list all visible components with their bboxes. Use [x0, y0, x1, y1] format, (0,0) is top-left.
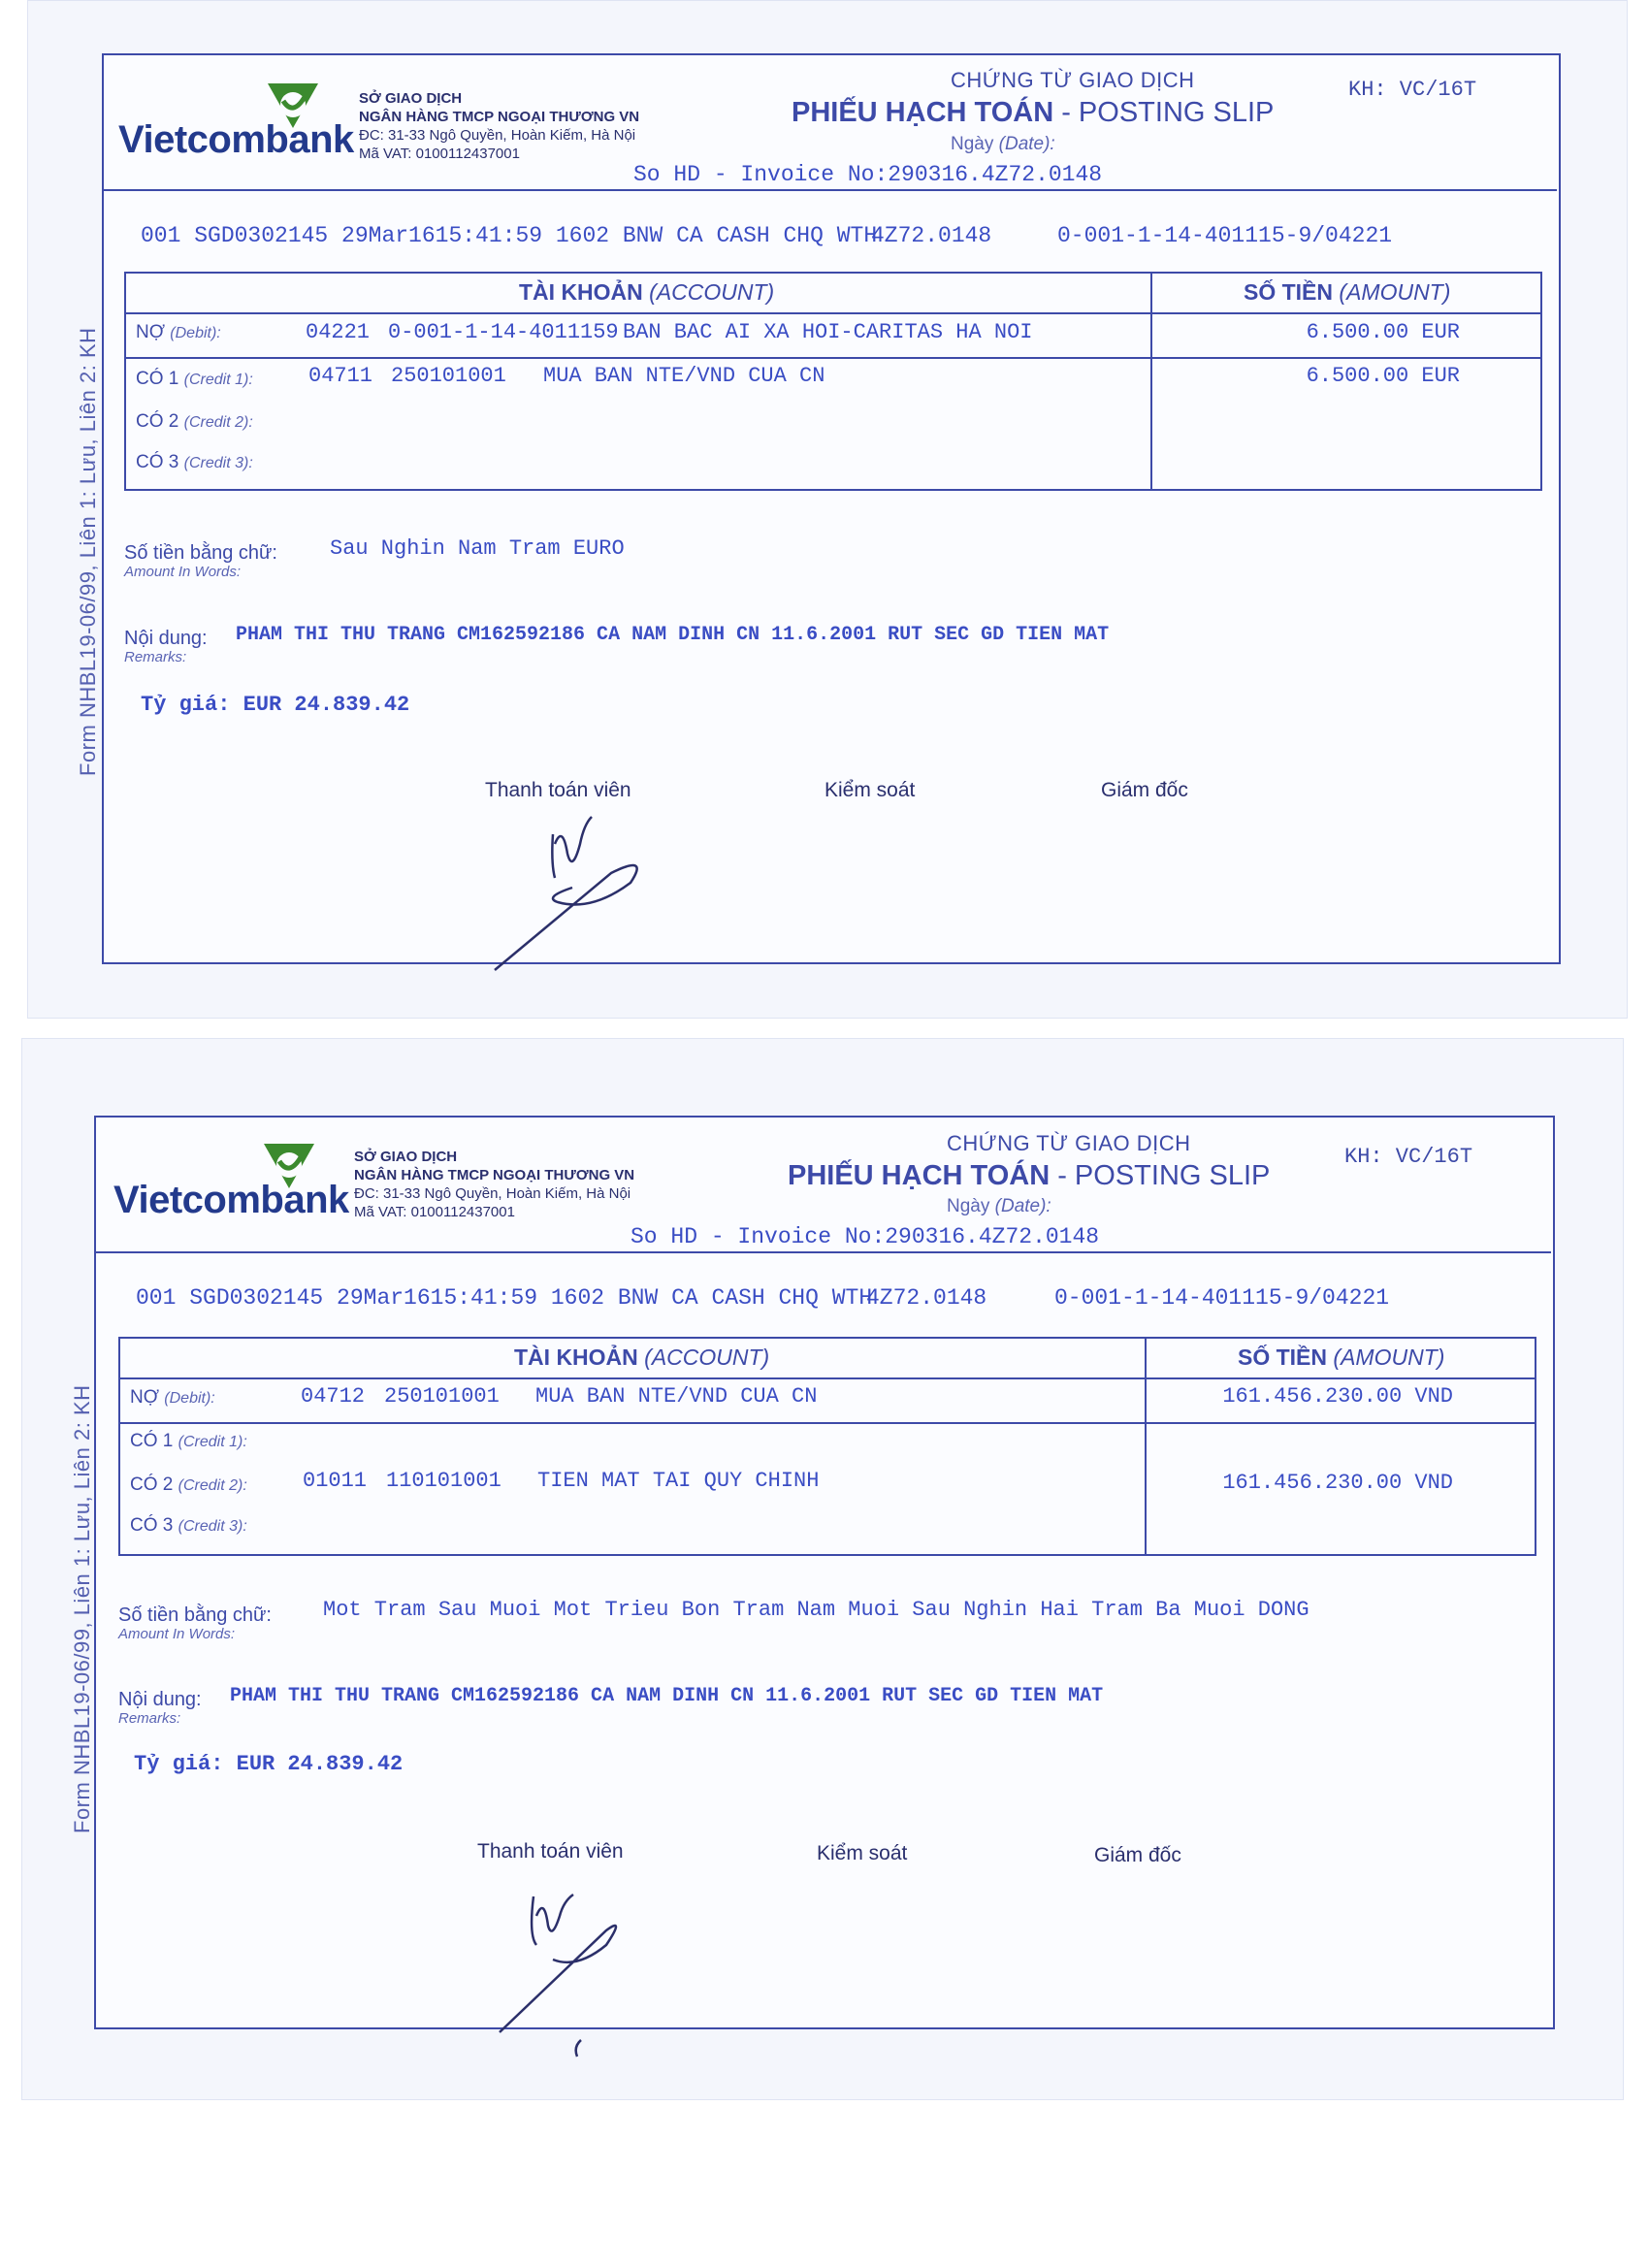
- bank-address: ĐC: 31-33 Ngô Quyền, Hoàn Kiếm, Hà Nội: [359, 127, 636, 144]
- debit-account: 0-001-1-14-4011159: [388, 320, 619, 344]
- table-row-line: [124, 357, 1540, 359]
- bank-info: [359, 89, 639, 163]
- bank-vat: Mã VAT: 0100112437001: [359, 146, 520, 162]
- credit2-label: [136, 411, 253, 433]
- account-header-vn: TÀI KHOẢN: [514, 1345, 638, 1370]
- amount-words-label-vn: Số tiền bằng chữ:: [118, 1604, 272, 1626]
- credit1-account: 250101001: [391, 364, 506, 388]
- signature-mark: [480, 1877, 655, 2071]
- bank-info: [354, 1148, 634, 1221]
- invoice-number: So HD - Invoice No:290316.4Z72.0148: [633, 162, 1103, 187]
- row-label-en: (Credit 3):: [183, 455, 253, 471]
- title-en: - POSTING SLIP: [1053, 97, 1275, 128]
- credit1-code: 04711: [308, 364, 373, 388]
- remarks-text: PHAM THI THU TRANG CM162592186 CA NAM DINH CN 11.6.2001 RUT SEC GD TIEN MAT: [230, 1685, 1104, 1707]
- title-vn: PHIẾU HẠCH TOÁN: [788, 1160, 1051, 1191]
- doc-subtitle: CHỨNG TỪ GIAO DỊCH: [947, 1131, 1191, 1155]
- debit-amount: 161.456.230.00 VND: [1222, 1384, 1453, 1409]
- kh-code: KH: VC/16T: [1344, 1145, 1473, 1169]
- bank-address: ĐC: 31-33 Ngô Quyền, Hoàn Kiếm, Hà Nội: [354, 1185, 631, 1202]
- sig-controller-label: Kiểm soát: [824, 779, 916, 801]
- table-col-divider: [1150, 272, 1152, 489]
- doc-title: [792, 97, 1274, 129]
- date-label: [951, 134, 1055, 155]
- row-label: CÓ 1: [130, 1431, 174, 1451]
- debit-code: 04221: [306, 320, 371, 344]
- remarks-label-vn: Nội dung:: [124, 628, 208, 649]
- row-label-en: (Credit 1):: [183, 372, 253, 388]
- credit2-code: 01011: [303, 1469, 368, 1493]
- sig-cashier-label: Thanh toán viên: [485, 779, 631, 801]
- date-label: [947, 1196, 1051, 1217]
- row-label: NỢ: [130, 1387, 160, 1408]
- credit1-desc: MUA BAN NTE/VND CUA CN: [543, 364, 825, 388]
- row-label: CÓ 2: [130, 1474, 174, 1495]
- bank-name: NGÂN HÀNG TMCP NGOẠI THƯƠNG VN: [359, 109, 640, 125]
- amount-words-label-en: Amount In Words:: [118, 1626, 236, 1642]
- invoice-number: So HD - Invoice No:290316.4Z72.0148: [630, 1224, 1100, 1249]
- credit2-amount: 161.456.230.00 VND: [1222, 1471, 1453, 1495]
- account-header-en: (ACCOUNT): [649, 279, 775, 305]
- table-header-line: [124, 312, 1540, 314]
- date-label-en: (Date):: [994, 1196, 1051, 1216]
- row-label: CÓ 1: [136, 369, 179, 389]
- exchange-rate: Tỷ giá: EUR 24.839.42: [141, 693, 410, 717]
- doc-subtitle: CHỨNG TỪ GIAO DỊCH: [951, 68, 1195, 92]
- remarks-label-en: Remarks:: [124, 649, 187, 665]
- sig-director-label: Giám đốc: [1094, 1844, 1181, 1866]
- amount-words-label-en: Amount In Words:: [124, 564, 242, 580]
- table-col-divider: [1145, 1337, 1147, 1554]
- exchange-rate: Tỷ giá: EUR 24.839.42: [134, 1752, 404, 1776]
- date-label-en: (Date):: [998, 134, 1055, 154]
- credit2-desc: TIEN MAT TAI QUY CHINH: [537, 1469, 820, 1493]
- row-label-en: (Credit 1):: [178, 1434, 247, 1450]
- brand-name: Vietcombank: [118, 118, 354, 161]
- debit-account: 250101001: [384, 1384, 500, 1409]
- debit-label: [130, 1387, 215, 1409]
- ref-line-part1: 001 SGD0302145 29Mar1615:41:59 1602 BNW CA CASH CHQ WTH: [141, 223, 878, 248]
- remarks-label: [124, 629, 208, 667]
- debit-amount: 6.500.00 EUR: [1306, 320, 1460, 344]
- amount-column-header: [1244, 279, 1450, 306]
- kh-code: KH: VC/16T: [1348, 78, 1477, 102]
- sig-controller-label: Kiểm soát: [817, 1842, 908, 1864]
- amount-words-label-vn: Số tiền bằng chữ:: [124, 542, 277, 564]
- amount-in-words: Sau Nghin Nam Tram EURO: [330, 536, 625, 561]
- account-column-header: [514, 1345, 769, 1371]
- bank-branch: SỞ GIAO DỊCH: [359, 90, 463, 107]
- credit2-account: 110101001: [386, 1469, 501, 1493]
- brand-name: Vietcombank: [113, 1179, 349, 1221]
- amount-header-vn: SỐ TIỀN: [1244, 279, 1334, 305]
- bank-vat: Mã VAT: 0100112437001: [354, 1204, 515, 1220]
- row-label-en: (Credit 2):: [178, 1477, 247, 1494]
- credit1-amount: 6.500.00 EUR: [1306, 364, 1460, 388]
- ref-line-part3: 0-001-1-14-401115-9/04221: [1057, 223, 1393, 248]
- amount-header-en: (AMOUNT): [1339, 279, 1451, 305]
- amount-column-header: [1238, 1345, 1444, 1371]
- table-row-line: [118, 1422, 1535, 1424]
- table-header-line: [118, 1377, 1535, 1379]
- amount-words-label: [118, 1605, 272, 1644]
- signature-mark: [466, 805, 660, 980]
- row-label-en: (Debit):: [170, 325, 221, 341]
- row-label-en: (Credit 3):: [178, 1518, 247, 1535]
- sig-director-label: Giám đốc: [1101, 779, 1188, 801]
- account-header-en: (ACCOUNT): [644, 1345, 770, 1370]
- credit3-label: [130, 1515, 247, 1537]
- credit1-label: [136, 369, 253, 390]
- debit-desc: BAN BAC AI XA HOI-CARITAS HA NOI: [623, 320, 1033, 344]
- amount-header-en: (AMOUNT): [1333, 1345, 1445, 1370]
- remarks-label-en: Remarks:: [118, 1710, 181, 1727]
- account-header-vn: TÀI KHOẢN: [519, 279, 643, 305]
- row-label-en: (Credit 2):: [183, 414, 253, 431]
- header-divider: [104, 189, 1557, 191]
- ref-line-part2: 4Z72.0148: [871, 223, 992, 248]
- remarks-label: [118, 1690, 202, 1729]
- amount-words-label: [124, 543, 277, 582]
- sig-cashier-label: Thanh toán viên: [477, 1840, 624, 1863]
- date-label-vn: Ngày: [947, 1196, 990, 1216]
- ref-line-part2: 4Z72.0148: [866, 1285, 987, 1311]
- title-vn: PHIẾU HẠCH TOÁN: [792, 97, 1054, 128]
- form-side-label: Form NHBL19-06/99, Liên 1: Lưu, Liên 2: KH: [70, 1384, 94, 1833]
- doc-title: [788, 1160, 1270, 1192]
- credit2-label: [130, 1474, 247, 1496]
- remarks-text: PHAM THI THU TRANG CM162592186 CA NAM DINH CN 11.6.2001 RUT SEC GD TIEN MAT: [236, 624, 1110, 646]
- credit1-label: [130, 1431, 247, 1452]
- bank-name: NGÂN HÀNG TMCP NGOẠI THƯƠNG VN: [354, 1167, 635, 1183]
- header-divider: [96, 1251, 1551, 1253]
- remarks-label-vn: Nội dung:: [118, 1689, 202, 1710]
- row-label: CÓ 3: [130, 1515, 174, 1536]
- credit3-label: [136, 452, 253, 473]
- row-label: NỢ: [136, 322, 166, 342]
- title-en: - POSTING SLIP: [1050, 1160, 1271, 1191]
- account-column-header: [519, 279, 774, 306]
- debit-code: 04712: [301, 1384, 366, 1409]
- row-label-en: (Debit):: [164, 1390, 215, 1407]
- debit-label: [136, 322, 221, 343]
- debit-desc: MUA BAN NTE/VND CUA CN: [535, 1384, 818, 1409]
- amount-header-vn: SỐ TIỀN: [1238, 1345, 1328, 1370]
- row-label: CÓ 3: [136, 452, 179, 472]
- ref-line-part1: 001 SGD0302145 29Mar1615:41:59 1602 BNW CA CASH CHQ WTH: [136, 1285, 873, 1311]
- row-label: CÓ 2: [136, 411, 179, 432]
- bank-branch: SỞ GIAO DỊCH: [354, 1149, 458, 1165]
- amount-in-words: Mot Tram Sau Muoi Mot Trieu Bon Tram Nam Muoi Sau Nghin Hai Tram Ba Muoi DONG: [323, 1598, 1310, 1622]
- form-side-label: Form NHBL19-06/99, Liên 1: Lưu, Liên 2: KH: [76, 327, 100, 776]
- date-label-vn: Ngày: [951, 134, 994, 154]
- ref-line-part3: 0-001-1-14-401115-9/04221: [1054, 1285, 1390, 1311]
